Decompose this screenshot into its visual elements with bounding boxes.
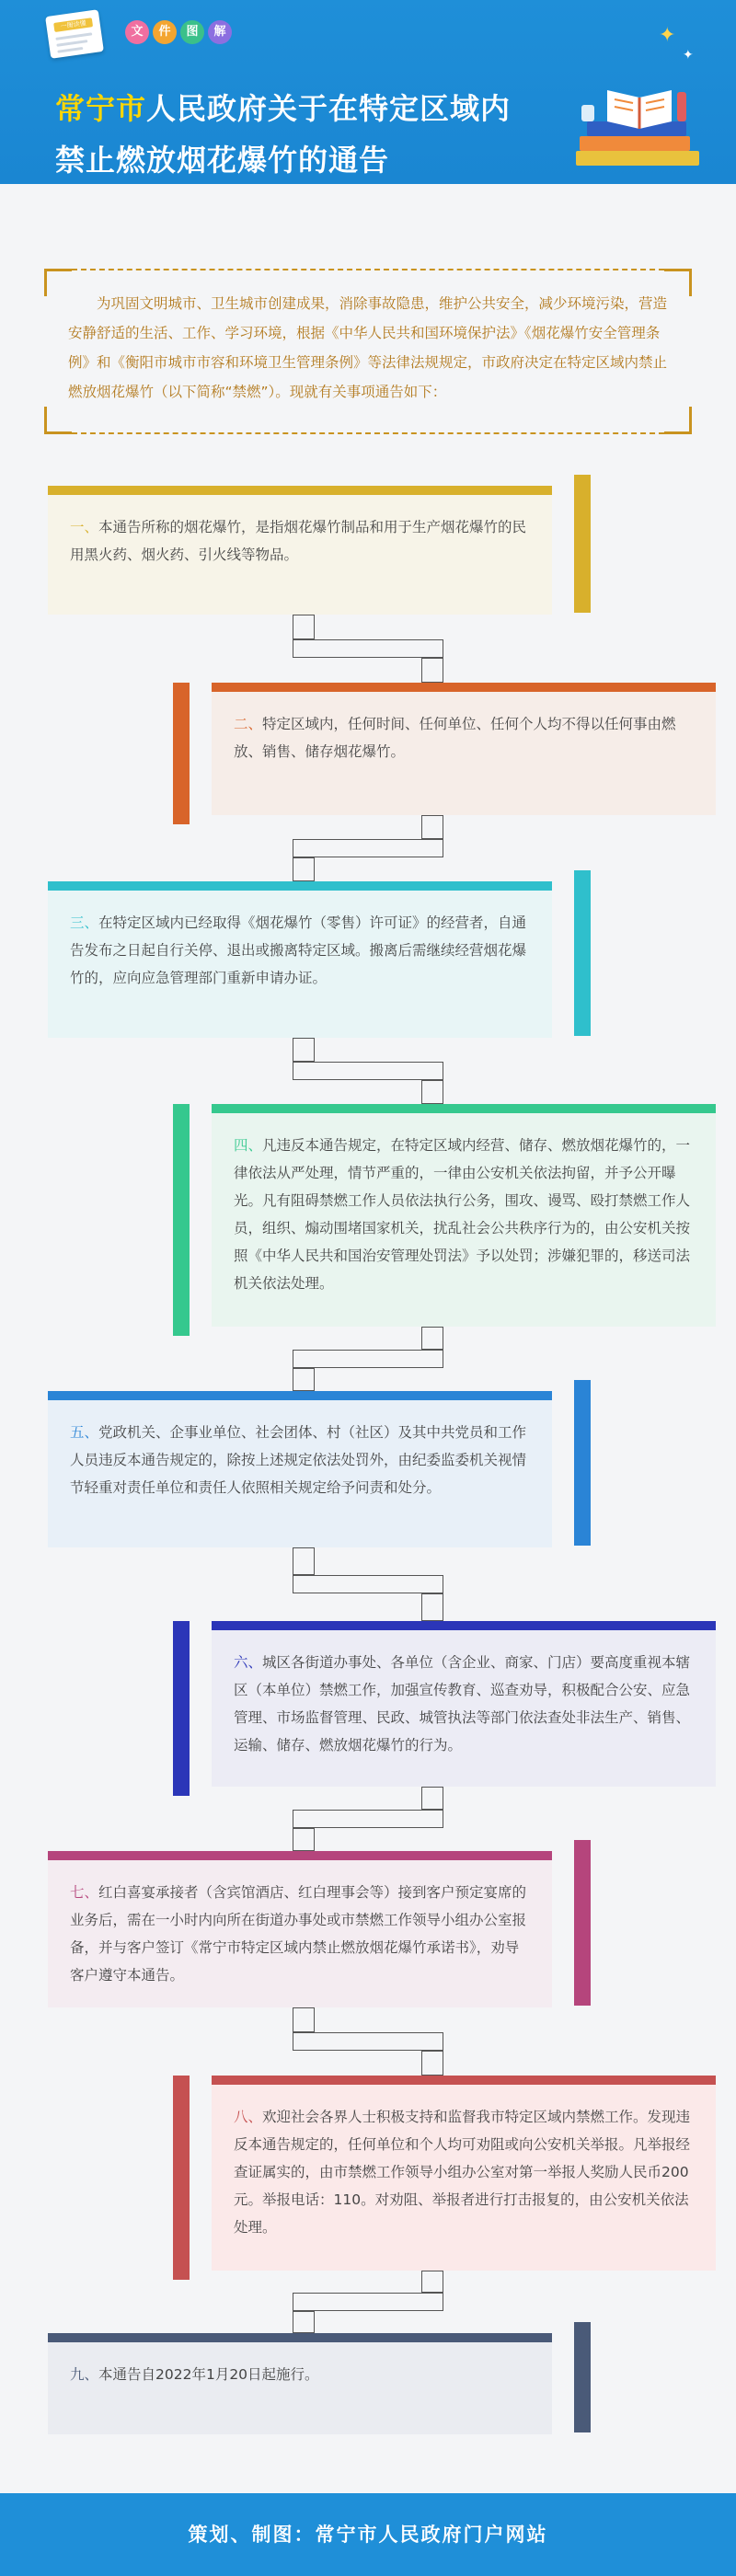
sparkle-icon: ✦ <box>683 48 694 63</box>
footer-credit: 策划、制图：常宁市人民政府门户网站 <box>0 2493 736 2576</box>
section-number: 五、 <box>70 1424 99 1441</box>
flow-connector <box>421 2051 443 2076</box>
section-accent-bar <box>48 1851 552 1860</box>
flow-connector <box>293 2293 443 2311</box>
flow-connector <box>421 658 443 683</box>
books-icon <box>570 81 708 173</box>
section-text: 党政机关、企事业单位、社会团体、村（社区）及其中共党员和工作人员违反本通告规定的，除按上述规定依法处罚外，由纪委监委机关视情节轻重对责任单位和责任人依照相关规定给予问责和处分。 <box>70 1424 527 1496</box>
section-side-bar <box>574 870 591 1036</box>
document-icon <box>45 9 104 59</box>
flow-connector <box>293 857 315 881</box>
badge-2: 件 <box>153 20 177 44</box>
section-1 <box>0 486 736 615</box>
flow-connector <box>293 1575 443 1593</box>
flow-connector <box>421 1327 443 1350</box>
section-7 <box>0 1851 736 2007</box>
section-text: 欢迎社会各界人士积极支持和监督我市特定区域内禁燃工作。发现违反本通告规定的，任何单位和个人均可劝阻或向公安机关举报。凡举报经查证属实的，由市禁燃工作领导小组办公室对第一举报人奖励人民币200元。举报电话：110。对劝阻、举报者进行打击报复的，由公安机关依法处理。 <box>234 2109 691 2236</box>
section-number: 七、 <box>70 1884 99 1901</box>
flow-connector <box>421 1593 443 1621</box>
section-box <box>48 891 552 1038</box>
badge-4: 解 <box>208 20 232 44</box>
flow-connector <box>293 1350 443 1368</box>
section-accent-bar <box>48 881 552 891</box>
flow-connector <box>293 1368 315 1391</box>
header-banner <box>0 0 736 184</box>
section-4 <box>0 1104 736 1327</box>
section-box <box>212 1113 716 1327</box>
section-text: 城区各街道办事处、各单位（含企业、商家、门店）要高度重视本辖区（本单位）禁燃工作，加强宣传教育、巡查劝导，积极配合公安、应急管理、市场监督管理、民政、城管执法等部门依法查处非法生产、销售、运输、储存、燃放烟花爆竹的行为。 <box>234 1654 691 1754</box>
section-side-bar <box>574 1840 591 2006</box>
section-number: 一、 <box>70 519 99 535</box>
intro-box <box>44 269 692 434</box>
section-text: 红白喜宴承接者（含宾馆酒店、红白理事会等）接到客户预定宴席的业务后，需在一小时内向所在街道办事处或市禁燃工作领导小组办公室报备，并与客户签订《常宁市特定区域内禁止燃放烟花爆竹承诺书》，劝导客户遵守本通告。 <box>70 1884 527 1984</box>
section-6 <box>0 1621 736 1787</box>
section-text: 本通告自2022年1月20日起施行。 <box>98 2366 319 2383</box>
section-box <box>48 2342 552 2434</box>
flow-connector <box>293 1547 315 1575</box>
section-number: 四、 <box>234 1137 263 1154</box>
flow-connector <box>421 815 443 839</box>
section-box <box>212 1630 716 1787</box>
section-accent-bar <box>212 1104 716 1113</box>
title-highlight: 常宁市 <box>55 91 147 126</box>
badge-3: 图 <box>180 20 204 44</box>
badge-1: 文 <box>125 20 149 44</box>
section-side-bar <box>574 2322 591 2432</box>
section-accent-bar <box>212 1621 716 1630</box>
flow-connector <box>421 2271 443 2293</box>
section-side-bar <box>173 683 190 824</box>
section-3 <box>0 881 736 1038</box>
section-accent-bar <box>48 486 552 495</box>
section-number: 二、 <box>234 716 263 732</box>
section-text: 本通告所称的烟花爆竹，是指烟花爆竹制品和用于生产烟花爆竹的民用黑火药、烟火药、引火线等物品。 <box>70 519 527 563</box>
flow-connector <box>421 1080 443 1104</box>
section-side-bar <box>173 1104 190 1336</box>
section-number: 八、 <box>234 2109 263 2125</box>
flow-connector <box>421 1787 443 1810</box>
section-number: 三、 <box>70 914 99 931</box>
section-side-bar <box>173 2076 190 2280</box>
section-number: 六、 <box>234 1654 263 1671</box>
flow-connector <box>293 615 315 639</box>
section-text: 凡违反本通告规定，在特定区域内经营、储存、燃放烟花爆竹的，一律依法从严处理，情节严重的，一律由公安机关依法拘留，并予公开曝光。凡有阻碍禁燃工作人员依法执行公务，围攻、谩骂、殴打禁燃工作人员，组织、煽动围堵国家机关，扰乱社会公共秩序行为的，由公安机关按照《中华人民共和国治安管理处罚法》予以处罚；涉嫌犯罪的，移送司法机关依法处理。 <box>234 1137 691 1292</box>
title-line2: 禁止燃放烟花爆竹的通告 <box>55 143 390 178</box>
document-tag: 一图读懂 <box>53 17 93 32</box>
section-8 <box>0 2076 736 2271</box>
section-text: 特定区域内，任何时间、任何单位、任何个人均不得以任何事由燃放、销售、储存烟花爆竹。 <box>234 716 676 760</box>
sparkle-icon: ✦ <box>659 24 676 47</box>
flow-connector <box>293 2311 315 2333</box>
section-box <box>48 1400 552 1547</box>
flow-connector <box>293 2032 443 2051</box>
flow-connector <box>293 1810 443 1828</box>
flow-connector <box>293 1038 315 1062</box>
section-box <box>212 2085 716 2271</box>
intro-text: 为巩固文明城市、卫生城市创建成果，消除事故隐患，维护公共安全，减少环境污染，营造安静舒适的生活、工作、学习环境，根据《中华人民共和国环境保护法》《烟花爆竹安全管理条例》和《衡阳市城市市容和环境卫生管理条例》等法律法规规定，市政府决定在特定区域内禁止燃放烟花爆竹（以下简称“禁燃”）。现就有关事项通告如下： <box>68 295 668 400</box>
flow-connector <box>293 639 443 658</box>
section-box <box>48 495 552 615</box>
section-2 <box>0 683 736 815</box>
section-accent-bar <box>48 2333 552 2342</box>
flow-connector <box>293 839 443 857</box>
section-side-bar <box>173 1621 190 1796</box>
section-number: 九、 <box>70 2366 99 2383</box>
page-title <box>55 83 511 186</box>
flow-connector <box>293 1828 315 1851</box>
section-side-bar <box>574 1380 591 1546</box>
section-accent-bar <box>48 1391 552 1400</box>
section-9 <box>0 2333 736 2434</box>
section-text: 在特定区域内已经取得《烟花爆竹（零售）许可证》的经营者，自通告发布之日起自行关停、退出或搬离特定区域。搬离后需继续经营烟花爆竹的，应向应急管理部门重新申请办证。 <box>70 914 527 986</box>
section-5 <box>0 1391 736 1547</box>
title-line1: 人民政府关于在特定区域内 <box>146 91 512 126</box>
flow-connector <box>293 2007 315 2032</box>
section-side-bar <box>574 475 591 613</box>
section-accent-bar <box>212 683 716 692</box>
section-accent-bar <box>212 2076 716 2085</box>
section-box <box>212 692 716 815</box>
flow-connector <box>293 1062 443 1080</box>
section-box <box>48 1860 552 2007</box>
